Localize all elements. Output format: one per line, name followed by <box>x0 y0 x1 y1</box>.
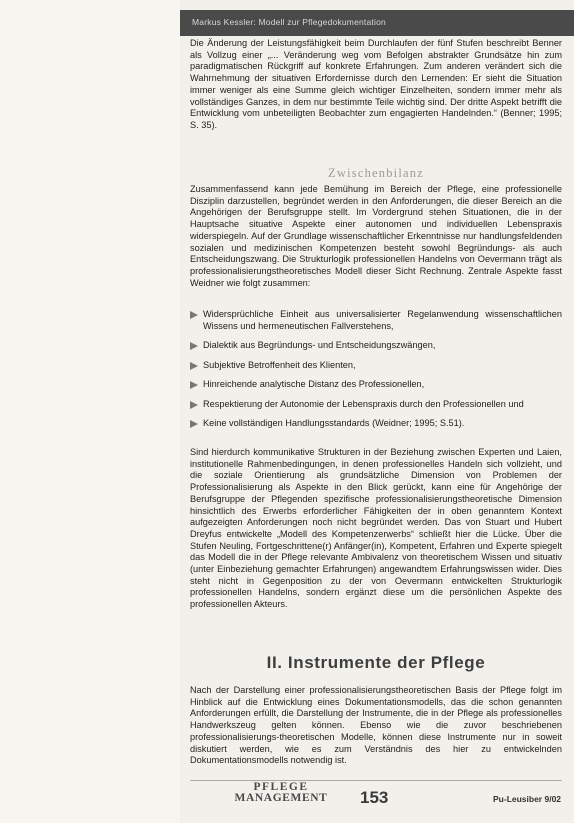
third-paragraph: Nach der Darstellung einer professionalisierungstheoretischen Basis der Pflege folgt im Hinblick auf die Entwicklung eines Dokumentationsmodells, das die schon genannten Anforderungen erfüllt, die Darstellung der Instrumente, die in der Pflege als professionelles Handwerkszeug gelten können. Ebenso wie die zuvor beschriebenen professionalisierungs-theoretischen Modelle, können diese Instrumente nur in soweit diskutiert werden, wie es zum Verständnis des hier zu entwickelnden Dokumentationsmodells notwendig ist. <box>190 685 562 766</box>
arrow-bullet-icon <box>190 311 198 319</box>
chapter-heading: II. Instrumente der Pflege <box>266 653 486 672</box>
arrow-bullet-icon <box>190 401 198 409</box>
list-item: Dialektik aus Begründungs- und Entscheidungszwängen, <box>190 340 562 352</box>
intro-paragraph: Die Änderung der Leistungsfähigkeit beim Durchlaufen der fünf Stufen beschreibt Benner als Vollzug einer „... Veränderung weg vom Befolgen abstrakter Grundsätze hin zum paradigmatischen Rückgriff auf konkrete Erfahrungen. Zum anderen verändert sich die Wahrnehmung der situativen Erfordernisse durch den Lernenden: Er sieht die Situation immer weniger als eine Summe gleich wichtiger Einzelheiten, sondern immer mehr als vollständiges Ganzes, in dem nur bestimmte Teile wichtig sind. Der dritte Aspekt betrifft die Entwicklung vom unbeteiligten Beobachter zum engagierten Handelnden.“ (Benner; 1995; S. 35). <box>190 38 562 130</box>
arrow-bullet-icon <box>190 362 198 370</box>
arrow-bullet-icon <box>190 420 198 428</box>
footer-divider <box>190 780 562 781</box>
list-item: Respektierung der Autonomie der Lebenspraxis durch den Professionellen und <box>190 399 562 411</box>
pflege-management-logo: PFLEGE MANAGEMENT <box>234 781 328 804</box>
section-heading: Zwischenbilanz <box>328 166 424 180</box>
summary-paragraph: Zusammenfassend kann jede Bemühung im Bereich der Pflege, eine professionelle Disziplin darzustellen, begründet werden in den Anforderungen, die dieser Bereich an die Angehörigen der Berufsgruppe stellt. Im Vordergrund stehen Situationen, die in der Hauptsache situative Aspekte einer autonomen und individuellen Lebenspraxis widerspiegeln. Auf der Grundlage wissenschaftlicher Erkenntnisse nur handlungsfeldenden sozialen und medizinischen Kompetenzen besteht sowohl Begründungs- als auch Entscheidungszwang. Die Strukturlogik professionellen Handelns von Oevermann trägt als professionalisierungstheoretisches Modell dieser Sicht Rechnung. Zentrale Aspekte fasst Weidner wie folgt zusammen: <box>190 184 562 288</box>
page-number: 153 <box>360 788 389 807</box>
list-item: Hinreichende analytische Distanz des Professionellen, <box>190 379 562 391</box>
running-header: Markus Kessler: Modell zur Pflegedokumentation <box>192 17 386 27</box>
aspect-list <box>190 309 562 438</box>
arrow-bullet-icon <box>190 342 198 350</box>
list-item: Widersprüchliche Einheit aus universalisierter Regelanwendung wissenschaftlichen Wissens und hermeneutischen Fallverstehens, <box>190 309 562 332</box>
list-item: Keine vollständigen Handlungsstandards (Weidner; 1995; S.51). <box>190 418 562 430</box>
second-paragraph: Sind hierdurch kommunikative Strukturen in der Beziehung zwischen Experten und Laien, institutionelle Rahmenbedingungen, in denen professionelles Handeln sich vollzieht, und die soziale Orientierung als grundsätzliche Dimension von Problemen der Professionalisierung als Aspekte in den Blick gerückt, kann eine für Angehörige der Berufsgruppe der Pflegenden spezifische professionalisierungstheoretische Dimension hinsichtlich des Erwerbs erforderlicher Fähigkeiten der in oben genanntem Kontext aufgezeigten Anforderungen noch nicht begründet werden. Das von Stuart und Hubert Dreyfus entwickelte „Modell des Kompetenzerwerbs“ schließt hier die Lücke. Über die Stufen Neuling, Fortgeschrittene(r) Anfänger(in), Kompetent, Erfahren und Experte spiegelt das Modell die in der Pflege relevante Ambivalenz von theoretischem Wissen und situativ (unter Einbeziehung gemachter Erfahrungen) angewandtem Erfahrungswissen wider. Dies steht nicht in Gegenposition zu der von Oevermann entwickelten Strukturlogik professionellen Handelns, sondern ergänzt diese um die persönlichen Aspekte des professionellen Akteurs. <box>190 447 562 610</box>
left-margin <box>0 0 180 823</box>
arrow-bullet-icon <box>190 381 198 389</box>
issue-label: Pu-Leusiber 9/02 <box>493 794 562 804</box>
list-item: Subjektive Betroffenheit des Klienten, <box>190 360 562 372</box>
